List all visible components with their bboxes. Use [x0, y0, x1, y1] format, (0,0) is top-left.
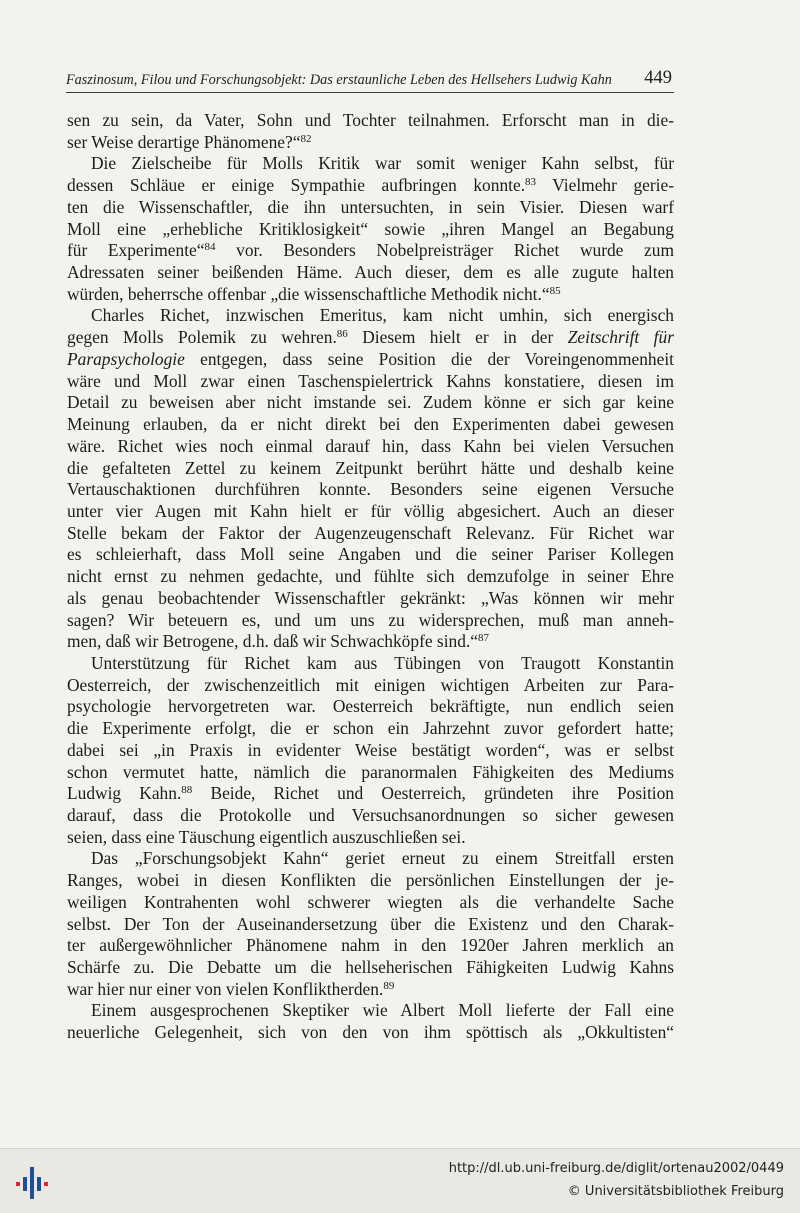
italic-text: Zeitschrift für — [567, 327, 674, 348]
footnote-marker: 88 — [181, 784, 193, 797]
running-header-title: Faszinosum, Filou und Forschungsobjekt: Das erstaunliche Leben des Hellsehers Ludwig Kahn — [66, 72, 612, 88]
body-text — [67, 110, 674, 1044]
text-line — [67, 240, 674, 262]
text-run: Ludwig Kahn. — [67, 783, 182, 804]
source-url-link[interactable]: http://dl.ub.uni-freiburg.de/diglit/ortenau2002/0449 — [448, 1161, 784, 1176]
text-run: sen zu sein, da Vater, Sohn und Tochter teilnahmen. Erforscht man in die- — [67, 110, 674, 130]
text-line — [67, 132, 674, 154]
text-run: dessen Schläue er einige Sympathie aufbringen konnte. — [67, 175, 526, 196]
text-run: wäre und Moll zwar einen Taschenspielertrick Kahns konstatiere, diesen im — [67, 370, 674, 391]
copyright-notice: © Universitätsbibliothek Freiburg — [567, 1184, 784, 1199]
text-line — [67, 957, 674, 979]
paragraph — [67, 110, 674, 153]
text-line — [67, 935, 674, 957]
ub-freiburg-logo-icon — [12, 1163, 52, 1203]
text-run: Moll eine „erhebliche Kritiklosigkeit“ sowie „ihren Mangel an Begabung — [67, 218, 674, 239]
text-line — [67, 458, 674, 480]
text-run: würden, beherrsche offenbar „die wissenschaftliche Methodik nicht.“ — [67, 283, 550, 304]
text-run: selbst. Der Ton der Auseinandersetzung über die Existenz und den Charak- — [67, 913, 674, 934]
text-run: ser Weise derartige Phänomene?“ — [67, 131, 301, 152]
footnote-marker: 85 — [549, 284, 561, 297]
text-line — [67, 392, 674, 414]
text-run: wäre. Richet wies noch einmal darauf hin, dass Kahn bei vielen Versuchen — [67, 435, 674, 456]
footnote-marker: 83 — [525, 176, 537, 189]
text-line — [67, 479, 674, 501]
footnote-marker: 86 — [336, 328, 348, 341]
text-run: Einem ausgesprochenen Skeptiker wie Albert Moll lieferte der Fall eine — [91, 1000, 674, 1021]
text-line — [67, 848, 674, 870]
text-line — [67, 696, 674, 718]
text-line — [67, 718, 674, 740]
text-run: Stelle bekam der Faktor der Augenzeugenschaft Relevanz. Für Richet war — [67, 522, 674, 543]
text-line — [67, 175, 674, 197]
text-run: Beide, Richet und Oesterreich, gründeten ihre Position — [192, 783, 674, 804]
text-run: als genau beobachtender Wissenschaftler gekränkt: „Was können wir mehr — [67, 587, 674, 608]
footnote-marker: 89 — [383, 979, 395, 992]
footnote-marker: 84 — [204, 241, 216, 254]
text-line — [67, 566, 674, 588]
text-run: Unterstützung für Richet kam aus Tübingen von Traugott Konstantin — [91, 652, 674, 673]
text-run: psychologie hervorgetreten war. Oesterreich bekräftigte, nun endlich seien — [67, 696, 674, 717]
text-run: es schleierhaft, dass Moll seine Angaben und die seiner Pariser Kollegen — [67, 544, 674, 565]
paragraph — [67, 653, 674, 848]
text-run: vor. Besonders Nobelpreisträger Richet wurde zum — [215, 240, 674, 261]
text-run: nicht ernst zu nehmen gedachte, und fühlte sich demzufolge in seiner Ehre — [67, 566, 674, 587]
italic-text: Parapsychologie — [67, 348, 185, 369]
viewer-footer — [0, 1148, 800, 1213]
text-line — [67, 219, 674, 241]
paragraph — [67, 305, 674, 653]
text-line — [67, 305, 674, 327]
text-run: darauf, dass die Protokolle und Versuchsanordnungen so sicher gewesen — [67, 805, 674, 825]
footnote-marker: 82 — [300, 132, 312, 145]
text-run: Meinung erlauben, da er nicht direkt bei den Experimenten dabei gewesen — [67, 414, 674, 435]
text-line — [67, 762, 674, 784]
text-line — [67, 892, 674, 914]
paragraph — [67, 848, 674, 1000]
text-run: Detail zu beweisen aber nicht imstande sei. Zudem könne er sich gar keine — [67, 392, 674, 413]
text-run: unter vier Augen mit Kahn hielt er für völlig abgesichert. Auch an dieser — [67, 500, 674, 521]
text-run: entgegen, dass seine Position die der Voreingenommenheit — [184, 348, 674, 369]
text-line — [67, 349, 674, 371]
text-line — [67, 153, 674, 175]
text-run: Die Zielscheibe für Molls Kritik war somit weniger Kahn selbst, für — [91, 153, 674, 174]
text-run: weiligen Kontrahenten wohl schwerer wiegten als die verhandelte Sache — [67, 891, 674, 912]
text-line — [67, 805, 674, 827]
text-run: seien, dass eine Täuschung eigentlich auszuschließen sei. — [67, 826, 466, 847]
text-run: sagen? Wir beteuern es, und um uns zu widersprechen, muß man anneh- — [67, 609, 674, 630]
running-header — [66, 66, 674, 93]
text-run: Schärfe zu. Die Debatte um die hellseherischen Fähigkeiten Ludwig Kahns — [67, 957, 674, 978]
text-run: Adressaten seiner beißenden Häme. Auch dieser, dem es alle zugute halten — [67, 262, 674, 283]
text-run: Ranges, wobei in diesen Konflikten die persönlichen Einstellungen der je- — [67, 870, 674, 891]
text-run: gegen Molls Polemik zu wehren. — [67, 327, 337, 348]
text-run: die Experimente erfolgt, die er schon ein Jahrzehnt zuvor gefordert hatte; — [67, 718, 674, 739]
text-line — [67, 588, 674, 610]
text-run: Vielmehr gerie- — [536, 175, 674, 196]
text-line — [67, 740, 674, 762]
text-run: dabei sei „in Praxis in evidenter Weise bestätigt worden“, was er selbst — [67, 739, 674, 760]
text-line — [67, 110, 674, 132]
text-line — [67, 1022, 674, 1044]
text-run: schon vermutet hatte, nämlich die paranormalen Fähigkeiten des Mediums — [67, 761, 674, 782]
text-run: neuerliche Gelegenheit, sich von den von ihm spöttisch als „Okkultisten“ — [67, 1022, 674, 1043]
paragraph — [67, 1000, 674, 1043]
paragraph — [67, 153, 674, 305]
text-run: Vertauschaktionen durchführen konnte. Besonders seine eigenen Versuche — [67, 479, 674, 500]
text-run: Das „Forschungsobjekt Kahn“ geriet erneut zu einem Streitfall ersten — [91, 848, 674, 869]
text-line — [67, 827, 674, 849]
text-run: Oesterreich, der zwischenzeitlich mit einigen wichtigen Arbeiten zur Para- — [67, 674, 674, 695]
text-line — [67, 371, 674, 393]
text-run: Diesem hielt er in der — [347, 327, 568, 348]
text-run: Charles Richet, inzwischen Emeritus, kam nicht umhin, sich energisch — [91, 305, 674, 326]
text-line — [67, 653, 674, 675]
text-line — [67, 284, 674, 306]
footnote-marker: 87 — [477, 632, 489, 645]
text-line — [67, 544, 674, 566]
page-number: 449 — [644, 68, 672, 88]
text-line — [67, 436, 674, 458]
text-run: ter außergewöhnlicher Phänomene nahm in den 1920er Jahren merklich an — [67, 935, 674, 956]
text-line — [67, 914, 674, 936]
text-run: ten die Wissenschaftler, die ihn untersuchten, in sein Visier. Diesen warf — [67, 196, 674, 217]
text-line — [67, 783, 674, 805]
text-line — [67, 610, 674, 632]
text-line — [67, 675, 674, 697]
text-line — [67, 979, 674, 1001]
text-run: war hier nur einer von vielen Konfliktherden. — [67, 978, 384, 999]
text-run: für Experimente“ — [67, 240, 205, 261]
text-line — [67, 870, 674, 892]
text-line — [67, 1000, 674, 1022]
text-line — [67, 523, 674, 545]
text-line — [67, 327, 674, 349]
text-line — [67, 197, 674, 219]
text-line — [67, 631, 674, 653]
text-line — [67, 262, 674, 284]
text-line — [67, 414, 674, 436]
text-run: die gefalteten Zettel zu keinem Zeitpunkt berührt hätte und deshalb keine — [67, 457, 674, 478]
text-line — [67, 501, 674, 523]
text-run: men, daß wir Betrogene, d.h. daß wir Schwachköpfe sind.“ — [67, 631, 478, 652]
